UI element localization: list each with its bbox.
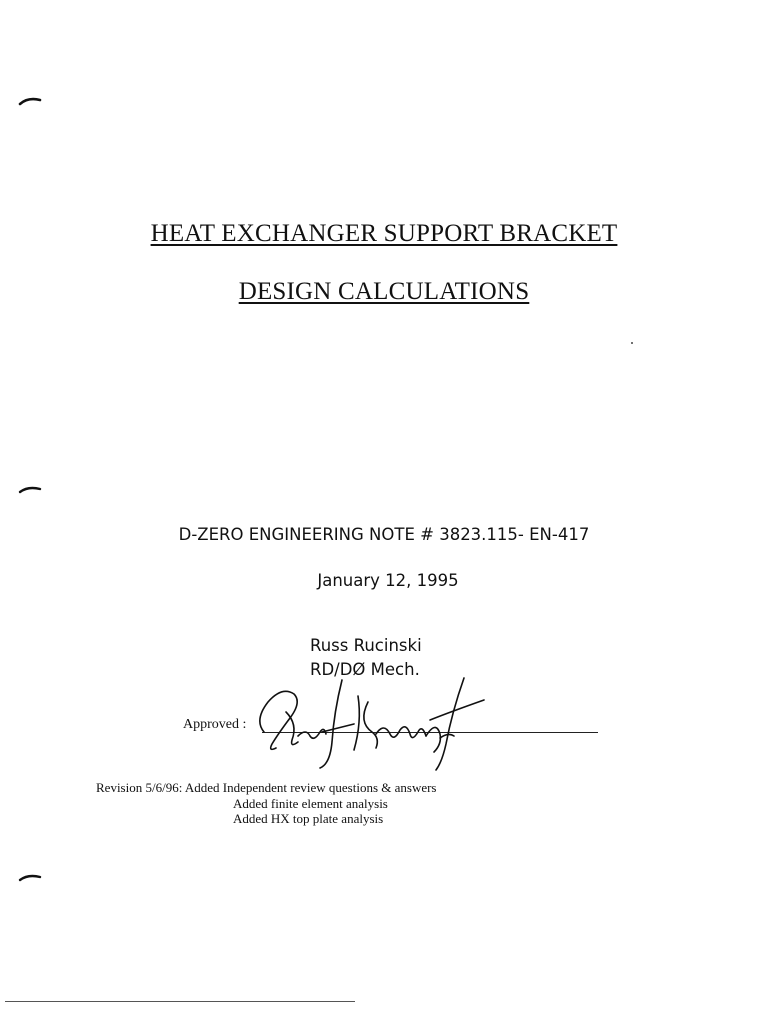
- revision-label: Revision 5/6/96:: [96, 780, 183, 795]
- document-title-line-2: DESIGN CALCULATIONS: [238, 278, 530, 305]
- revision-note: [96, 780, 437, 827]
- handwritten-signature: [250, 672, 500, 772]
- binder-mark-middle: [18, 484, 42, 496]
- revision-entry: Added HX top plate analysis: [233, 811, 384, 826]
- footer-rule: [5, 1001, 355, 1002]
- approved-label: Approved :: [183, 717, 247, 732]
- engineering-note-number: D-ZERO ENGINEERING NOTE # 3823.115- EN-417: [178, 525, 590, 544]
- scan-speck: [631, 342, 633, 344]
- author-name: Russ Rucinski: [310, 636, 422, 655]
- revision-row-1: [96, 780, 437, 796]
- binder-mark-bottom: [18, 872, 42, 884]
- document-title-line-1: HEAT EXCHANGER SUPPORT BRACKET: [150, 220, 618, 247]
- revision-entry: Added finite element analysis: [233, 795, 388, 811]
- document-date: January 12, 1995: [317, 571, 459, 590]
- author-department: RD/DØ Mech.: [310, 660, 420, 679]
- binder-mark-top: [18, 96, 42, 110]
- revision-entry: Added Independent review questions & answers: [184, 780, 437, 795]
